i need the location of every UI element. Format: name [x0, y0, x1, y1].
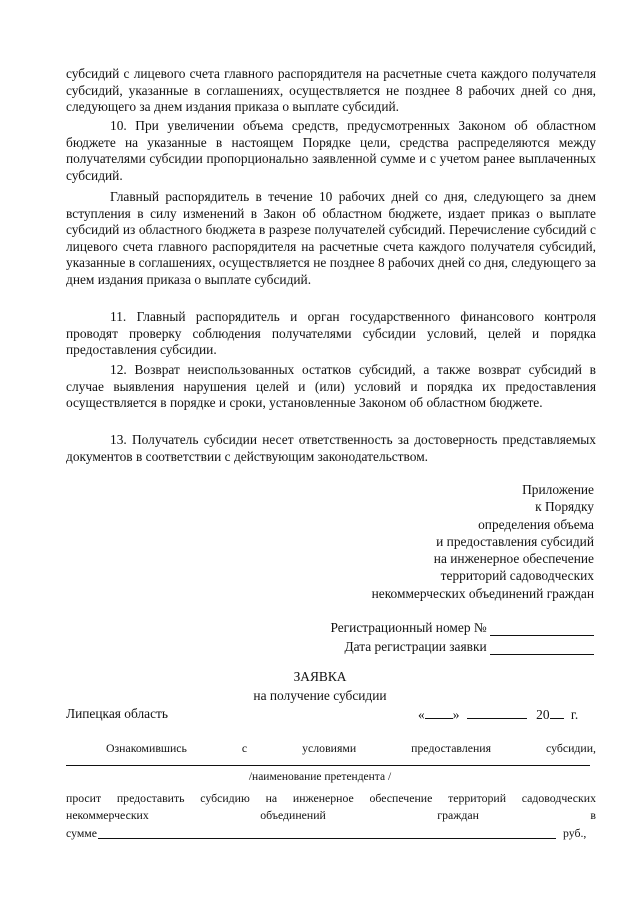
appendix-line: Приложение [522, 482, 594, 497]
paragraph-11: 11. Главный распорядитель и орган государственного финансового контроля проводят проверку соблюдения получателями субсидии условий, целей и порядка предоставления субсидии. [66, 309, 596, 358]
registration-date-field[interactable] [490, 642, 594, 655]
rub-label: руб., [563, 826, 587, 840]
date-fields [418, 706, 578, 723]
form-title: ЗАЯВКА [293, 669, 347, 684]
appendix-block [372, 481, 594, 602]
word: на [265, 791, 278, 805]
appendix-line: к Порядку [535, 499, 594, 515]
paragraph-10: 10. При увеличении объема средств, предусмотренных Законом об областном бюджете на указанные в настоящем Порядке цели, средства распределяются между получателями субсидии пропорционально заявленной сумме и с учетом ранее выплаченных субсидий. [66, 118, 596, 183]
word: Ознакомившись [106, 741, 187, 755]
registration-date-label: Дата регистрации заявки [344, 639, 487, 654]
appendix-line: на инженерное обеспечение [433, 551, 594, 567]
form-line-1 [66, 741, 596, 756]
appendix-line: некоммерческих объединений граждан [371, 585, 594, 601]
quote-open: « [418, 707, 425, 722]
year-field[interactable] [550, 706, 564, 719]
word: граждан [437, 808, 479, 822]
registration-number-field[interactable] [490, 623, 594, 636]
appendix-line: определения объема [478, 516, 594, 532]
applicant-caption: /наименование претендента / [248, 771, 392, 783]
form-subtitle: на получение субсидии [253, 688, 387, 703]
word: просит [66, 791, 102, 805]
paragraph-continuation: субсидий с лицевого счета главного распорядителя на расчетные счета каждого получателя субсидий, указанные в соглашениях, осуществляется не позднее 8 рабочих дней со дня, следующего за днем издания приказа о выплате субсидий. [66, 66, 596, 115]
region-label: Липецкая область [66, 706, 168, 721]
paragraph-13: 13. Получатель субсидии несет ответственность за достоверность представляемых документов в соответствии с действующим законодательством. [66, 432, 596, 464]
word: с [241, 741, 248, 755]
registration-number-label: Регистрационный номер № [330, 620, 487, 635]
word: объединений [260, 808, 326, 822]
year-suffix: г. [570, 707, 579, 722]
sum-label: сумме [66, 826, 97, 840]
word: обеспечение [369, 791, 433, 805]
paragraph-12: 12. Возврат неиспользованных остатков субсидий, а также возврат субсидий в случае выявления нарушения целей и (или) условий и порядка их предоставления осуществляется в порядке и сроки, установленные Законом об областном бюджете. [66, 362, 596, 411]
word: инженерное [292, 791, 354, 805]
appendix-line: территорий садоводческих [440, 568, 594, 584]
month-field[interactable] [467, 706, 527, 719]
paragraph-10-continued: Главный распорядитель в течение 10 рабочих дней со дня, следующего за днем вступления в силу изменений в Закон об областном бюджете, издает приказ о выплате субсидий из областного бюджета в разрезе получателей субсидий. Перечисление субсидий с лицевого счета главного распорядителя на расчетные счета каждого получателя субсидий, указанные в соглашениях, осуществляется не позднее 8 рабочих дней со дня, следующего за днем издания приказа о выплате субсидий. [66, 189, 596, 287]
word: субсидию [200, 791, 250, 805]
form-line-2 [66, 791, 596, 806]
appendix-line: и предоставления субсидий [436, 533, 594, 549]
word: садоводческих [521, 791, 596, 805]
word: некоммерческих [66, 808, 149, 822]
word: в [590, 808, 596, 822]
word: предоставления [411, 741, 492, 755]
sum-field[interactable] [98, 838, 556, 839]
day-field[interactable] [425, 706, 453, 719]
word: территорий [448, 791, 507, 805]
word: субсидии, [546, 741, 596, 755]
form-line-3 [66, 808, 596, 823]
registration-date [344, 639, 594, 655]
year-prefix: 20 [536, 707, 550, 722]
applicant-name-field[interactable] [66, 765, 590, 766]
registration-number [330, 620, 594, 636]
quote-close: » [452, 707, 460, 722]
word: предоставить [116, 791, 185, 805]
word: условиями [302, 741, 357, 755]
